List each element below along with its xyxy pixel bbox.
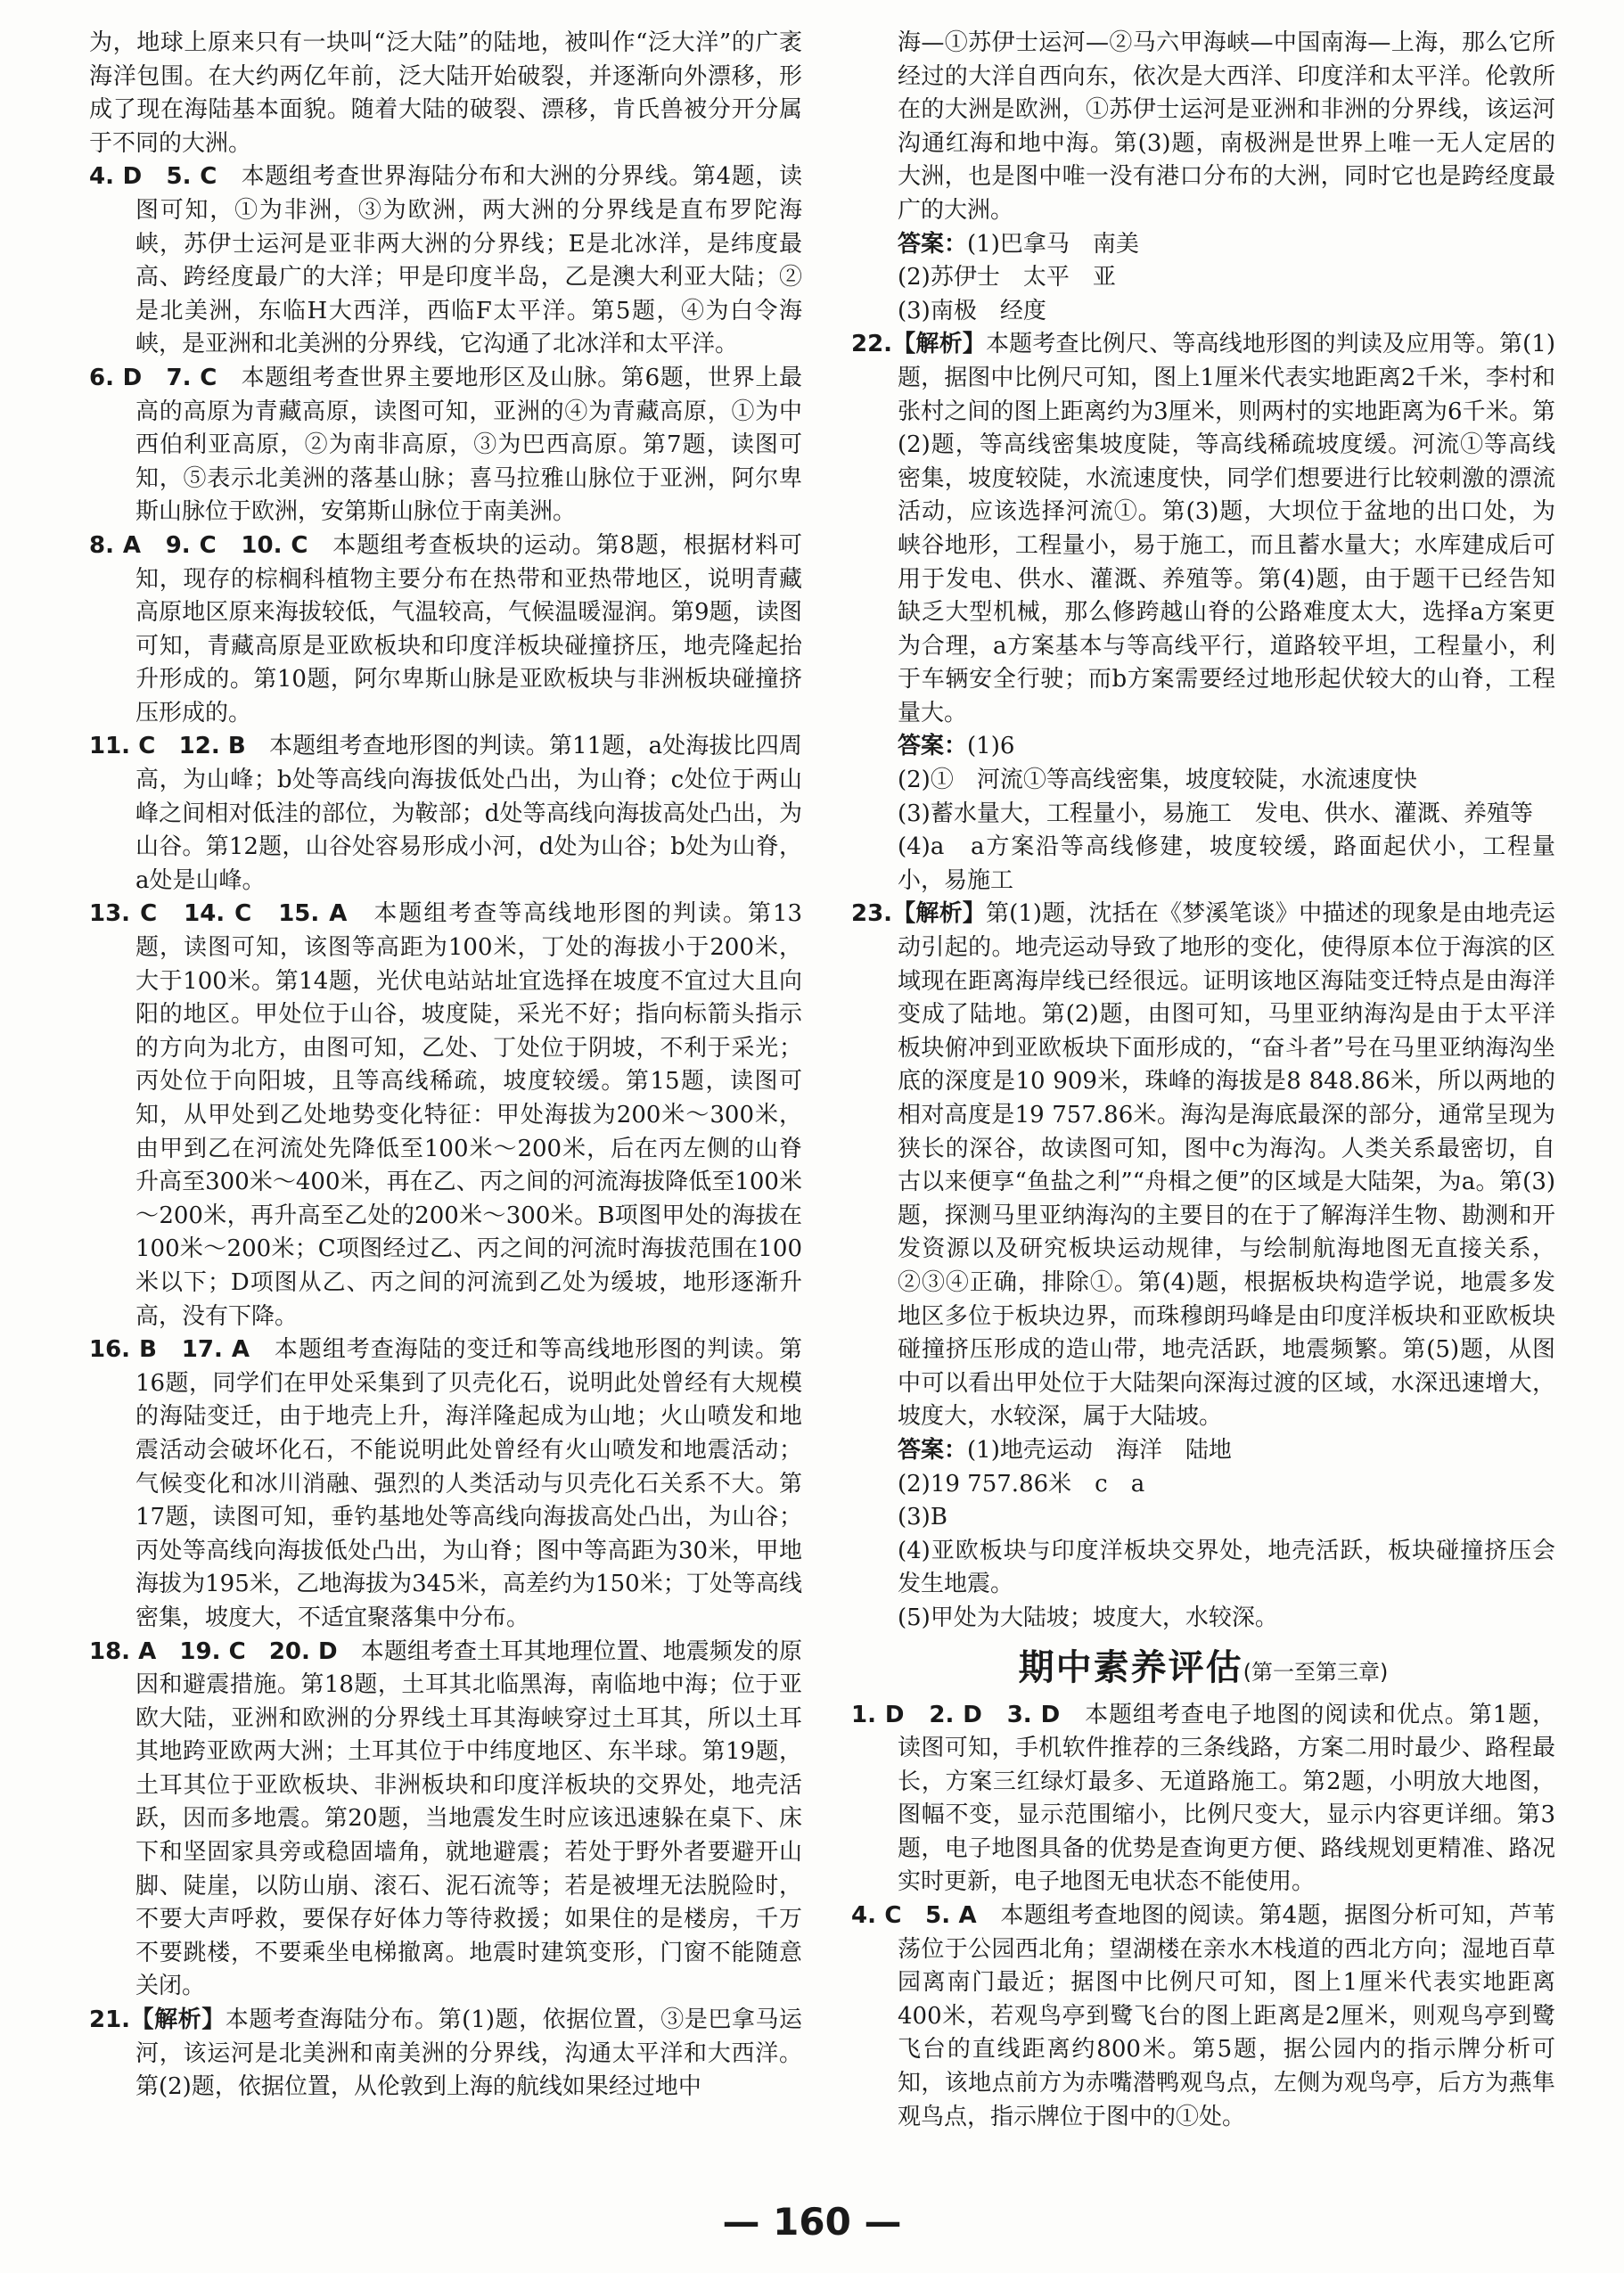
answer-q13-15: 13. C 14. C 15. A 本题组考查等高线地形图的判读。第13题，读图可知，该图等高距为100米，丁处的海拔小于200米，大于100米。第14题，光伏电站站址宜选择在坡度不宜过大且向阳的地区。甲处位于山谷，坡度陡，采光不好；指向标箭头指示的方向为北方，由图可知，乙处、丁处位于阴坡，不利于采光；丙处位于向阳坡，且等高线稀疏，坡度较缓。第15题，读图可知，从甲处到乙处地势变化特征：甲处海拔为200米～300米，由甲到乙在河流处先降低至100米～200米，后在丙左侧的山脊升高至300米～400米，再在乙、丙之间的河流海拔降低至100米～200米，再升高至乙处的200米～300米。B项图甲处的海拔在100米～200米；C项图经过乙、丙之间的河流时海拔范围在100米以下；D项图从乙、丙之间的河流到乙处为缓坡，地形逐渐升高，没有下降。 [89, 900, 802, 1330]
answer-label: 答案： [898, 230, 968, 258]
question-number: 18. A 19. C 20. D [89, 1637, 338, 1665]
question-number: 8. A 9. C 10. C [89, 531, 308, 559]
midterm-section-title: 期中素养评估(第一至第三章) [1018, 1646, 1389, 1688]
question-number: 13. C 14. C 15. A [89, 900, 348, 928]
question-number: 11. C 12. B [89, 733, 246, 760]
answer-key-23: 答案：(1)地壳运动 海洋 陆地 (2)19 757.86米 c a (3)B (4)亚欧板块与印度洋板块交界处，地壳活跃，板块碰撞挤压会发生地震。 (5)甲处为大陆坡；坡度大，水较深。 [898, 1436, 1555, 1631]
answer-label: 答案： [898, 733, 968, 760]
answer-q21-continued: 海—①苏伊士运河—②马六甲海峡—中国南海—上海，那么它所经过的大洋自西向东，依次是大西洋、印度洋和太平洋。伦敦所在的大洲是欧洲，①苏伊士运河是亚洲和非洲的分界线，该运河沟通红海和地中海。第(3)题，南极洲是世界上唯一无人定居的大洲，也是图中唯一没有港口分布的大洲，同时它也是跨经度最广的大洲。 [898, 29, 1555, 224]
question-number: 4. D 5. C [89, 163, 217, 191]
answer-q4-5: 4. D 5. C 本题组考查世界海陆分布和大洲的分界线。第4题，读图可知，①为非洲，③为欧洲，两大洲的分界线是直布罗陀海峡，苏伊士运河是亚非两大洲的分界线；E是北冰洋，是纬度最高、跨经度最广的大洋；甲是印度半岛，乙是澳大利亚大陆；②是北美洲，东临H大西洋，西临F太平洋。第5题，④为白令海峡，是亚洲和北美洲的分界线，它沟通了北冰洋和太平洋。 [89, 163, 802, 358]
answer-q21: 21.【解析】本题考查海陆分布。第(1)题，依据位置，③是巴拿马运河，该运河是北美洲和南美洲的分界线，沟通太平洋和大西洋。第(2)题，依据位置，从伦敦到上海的航线如果经过地中 [89, 2006, 802, 2101]
answer-q11-12: 11. C 12. B 本题组考查地形图的判读。第11题，a处海拔比四周高，为山峰；b处等高线向海拔低处凸出，为山脊；c处位于两山峰之间相对低洼的部位，为鞍部；d处等高线向海拔高处凸出，为山谷。第12题，山谷处容易形成小河，d处为山谷；b处为山脊，a处是山峰。 [89, 733, 802, 894]
answer-q23: 23.【解析】第(1)题，沈括在《梦溪笔谈》中描述的现象是由地壳运动引起的。地壳运动导致了地形的变化，使得原本位于海滨的区域现在距离海岸线已经很远。证明该地区海陆变迁特点是由海洋变成了陆地。第(2)题，由图可知，马里亚纳海沟是由于太平洋板块俯冲到亚欧板块下面形成的，“奋斗者”号在马里亚纳海沟坐底的深度是10 909米，珠峰的海拔是8 848.86米，所以两地的相对高度是19 757.86米。海沟是海底最深的部分，通常呈现为狭长的深谷，故读图可知，图中c为海沟。人类关系最密切，自古以来便享“鱼盐之利”“舟楫之便”的区域是大陆架，为a。第(3)题，探测马里亚纳海沟的主要目的在于了解海洋生物、勘测和开发资源以及研究板块运动规律，与绘制航海地图无直接关系，②③④正确，排除①。第(4)题，根据板块构造学说，地震多发地区多位于板块边界，而珠穆朗玛峰是由印度洋板块和亚欧板块碰撞挤压形成的造山带，地壳活跃，地震频繁。第(5)题，从图中可以看出甲处位于大陆架向深海过渡的区域，水深迅速增大，坡度大，水较深，属于大陆坡。 [851, 900, 1555, 1431]
answer-q22: 22.【解析】本题考查比例尺、等高线地形图的判读及应用等。第(1)题，据图中比例尺可知，图上1厘米代表实地距离2千米，李村和张村之间的图上距离约为3厘米，则两村的实地距离为6千米。第(2)题，等高线密集坡度陡，等高线稀疏坡度缓。河流①等高线密集，坡度较陡，水流速度快，同学们想要进行比较刺激的漂流活动，应该选择河流①。第(3)题，大坝位于盆地的出口处，为峡谷地形，工程量小，易于施工，而且蓄水量大；水库建成后可用于发电、供水、灌溉、养殖等。第(4)题，由于题干已经告知缺乏大型机械，那么修跨越山脊的公路难度太大，选择a方案更为合理，a方案基本与等高线平行，道路较平坦，工程量小，利于车辆安全行驶；而b方案需要经过地形起伏较大的山脊，工程量大。 [851, 331, 1555, 726]
answer-q6-7: 6. D 7. C 本题组考查世界主要地形区及山脉。第6题，世界上最高的高原为青藏高原，读图可知，亚洲的④为青藏高原，①为中西伯利亚高原，②为南非高原，③为巴西高原。第7题，读图可知，⑤表示北美洲的落基山脉；喜马拉雅山脉位于亚洲，阿尔卑斯山脉位于欧洲，安第斯山脉位于南美洲。 [89, 364, 802, 526]
question-number: 23.【解析】 [851, 900, 986, 928]
answer-m4-5: 4. C 5. A 本题组考查地图的阅读。第4题，据图分析可知，芦苇荡位于公园西北角；望湖楼在亲水木栈道的西北方向；湿地百草园离南门最近；据图中比例尺可知，图上1厘米代表实地距离400米，若观鸟亭到鹭飞台的图上距离是2厘米，则观鸟亭到鹭飞台的直线距离约800米。第5题，据公园内的指示牌分析可知，该地点前方为赤嘴潜鸭观鸟点，左侧为观鸟亭，后方为燕隼观鸟点，指示牌位于图中的①处。 [851, 1902, 1555, 2130]
right-column [851, 27, 1555, 2134]
answer-key-21: 答案：(1)巴拿马 南美 (2)苏伊士 太平 亚 (3)南极 经度 [898, 230, 1139, 324]
question-number: 16. B 17. A [89, 1336, 250, 1364]
midterm-section-subtitle: (第一至第三章) [1243, 1659, 1389, 1685]
question-number: 21.【解析】 [89, 2006, 226, 2034]
intro-paragraph: 为，地球上原来只有一块叫“泛大陆”的陆地，被叫作“泛大洋”的广袤海洋包围。在大约两亿年前，泛大陆开始破裂，并逐渐向外漂移，形成了现在海陆基本面貌。随着大陆的破裂、漂移，肯氏兽被分开分属于不同的大洲。 [89, 29, 802, 157]
answer-q8-10: 8. A 9. C 10. C 本题组考查板块的运动。第8题，根据材料可知，现存的棕榈科植物主要分布在热带和亚热带地区，说明青藏高原地区原来海拔较低，气温较高，气候温暖湿润。第9题，读图可知，青藏高原是亚欧板块和印度洋板块碰撞挤压，地壳隆起抬升形成的。第10题，阿尔卑斯山脉是亚欧板块与非洲板块碰撞挤压形成的。 [89, 531, 802, 726]
answer-q18-20: 18. A 19. C 20. D 本题组考查土耳其地理位置、地震频发的原因和避震措施。第18题，土耳其北临黑海，南临地中海；位于亚欧大陆，亚洲和欧洲的分界线土耳其海峡穿过土耳其，所以土耳其地跨亚欧两大洲；土耳其位于中纬度地区、东半球。第19题，土耳其位于亚欧板块、非洲板块和印度洋板块的交界处，地壳活跃，因而多地震。第20题，当地震发生时应该迅速躲在桌下、床下和坚固家具旁或稳固墙角，就地避震；若处于野外者要避开山脚、陡崖，以防山崩、滚石、泥石流等；若是被埋无法脱险时，不要大声呼救，要保存好体力等待救援；如果住的是楼房，千万不要跳楼，不要乘坐电梯撤离。地震时建筑变形，门窗不能随意关闭。 [89, 1637, 802, 2000]
answer-q16-17: 16. B 17. A 本题组考查海陆的变迁和等高线地形图的判读。第16题，同学们在甲处采集到了贝壳化石，说明此处曾经有大规模的海陆变迁，由于地壳上升，海洋隆起成为山地；火山喷发和地震活动会破坏化石，不能说明此处曾经有火山喷发和地震活动；气候变化和冰川消融、强烈的人类活动与贝壳化石关系不大。第17题，读图可知，垂钓基地处等高线向海拔高处凸出，为山谷；丙处等高线向海拔低处凸出，为山脊；图中等高距为30米，甲地海拔为195米，乙地海拔为345米，高差约为150米；丁处等高线密集，坡度大，不适宜聚落集中分布。 [89, 1336, 802, 1631]
question-number: 22.【解析】 [851, 331, 986, 358]
question-number: 6. D 7. C [89, 364, 217, 391]
answer-key-22: 答案：(1)6 (2)① 河流①等高线密集，坡度较陡，水流速度快 (3)蓄水量大，工程量小，易施工 发电、供水、灌溉、养殖等 (4)a a方案沿等高线修建，坡度较缓，路面起伏小，工程量小，易施工 [898, 733, 1555, 894]
question-number: 4. C 5. A [851, 1902, 977, 1930]
left-column [89, 27, 802, 2105]
answer-m1-3: 1. D 2. D 3. D 本题组考查电子地图的阅读和优点。第1题，读图可知，手机软件推荐的三条线路，方案二用时最少、路程最长，方案三红绿灯最多、无道路施工。第2题，小明放大地图，图幅不变，显示范围缩小，比例尺变大，显示内容更详细。第3题，电子地图具备的优势是查询更方便、路线规划更精准、路况实时更新，电子地图无电状态不能使用。 [851, 1701, 1555, 1896]
answer-label: 答案： [898, 1436, 968, 1464]
question-number: 1. D 2. D 3. D [851, 1701, 1061, 1728]
page-number: — 160 — [722, 2200, 902, 2244]
